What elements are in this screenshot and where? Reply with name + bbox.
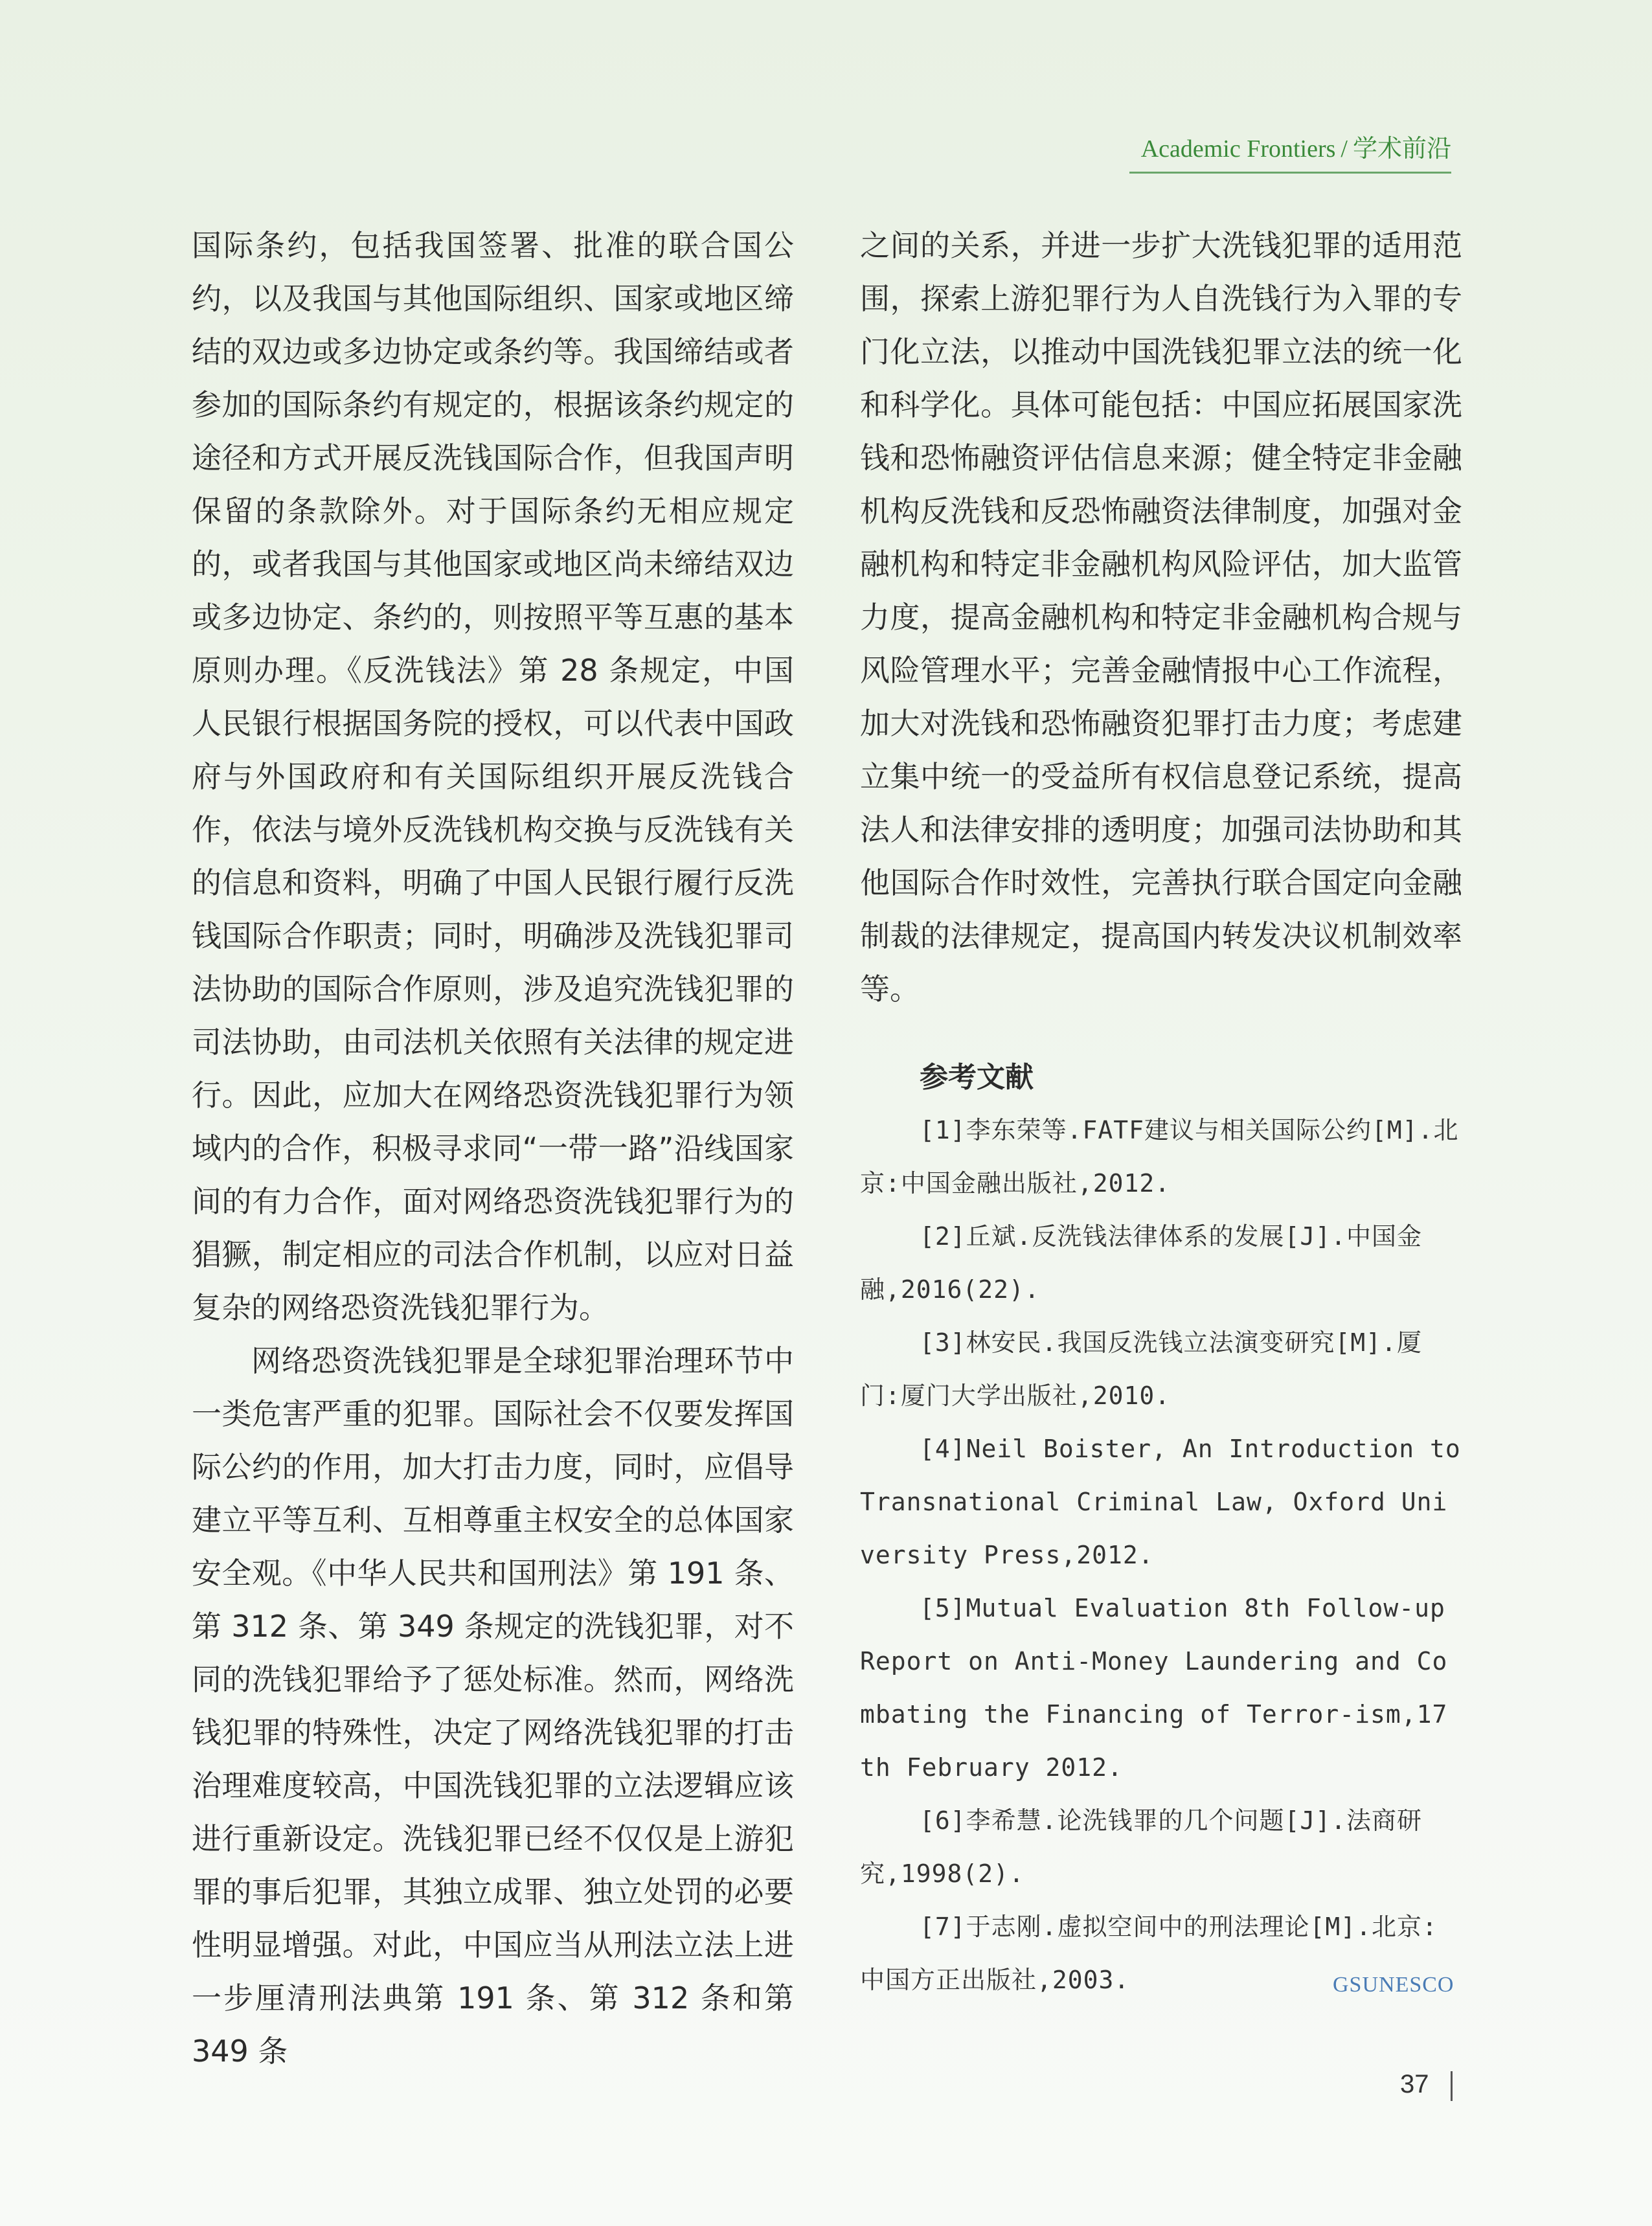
reference-item: [4]Neil Boister, An Introduction to Transnational Criminal Law, Oxford University Press,2012. [860, 1435, 1461, 1569]
page-number: 37 [1400, 2070, 1429, 2098]
references-list [860, 1104, 1462, 2006]
left-column [192, 219, 794, 2078]
header-separator: / [1341, 135, 1348, 163]
paragraph: 网络恐资洗钱犯罪是全球犯罪治理环节中一类危害严重的犯罪。国际社会不仅要发挥国际公约的作用，加大打击力度，同时，应倡导建立平等互利、互相尊重主权安全的总体国家安全观。《中华人民共和国刑法》第 191 条、第 312 条、第 349 条规定的洗钱犯罪，对不同的洗钱犯罪给予了惩处标准。然而，网络洗钱犯罪的特殊性，决定了网络洗钱犯罪的打击治理难度较高，中国洗钱犯罪的立法逻辑应该进行重新设定。洗钱犯罪已经不仅仅是上游犯罪的事后犯罪，其独立成罪、独立处罚的必要性明显增强。对此，中国应当从刑法立法上进一步厘清刑法典第 191 条、第 312 条和第 349 条 [192, 1343, 794, 2069]
paragraph: 之间的关系，并进一步扩大洗钱犯罪的适用范围，探索上游犯罪行为人自洗钱行为入罪的专门化立法，以推动中国洗钱犯罪立法的统一化和科学化。具体可能包括：中国应拓展国家洗钱和恐怖融资评估信息来源；健全特定非金融机构反洗钱和反恐怖融资法律制度，加强对金融机构和特定非金融机构风险评估，加大监管力度，提高金融机构和特定非金融机构合规与风险管理水平；完善金融情报中心工作流程，加大对洗钱和恐怖融资犯罪打击力度；考虑建立集中统一的受益所有权信息登记系统，提高法人和法律安排的透明度；加强司法协助和其他国际合作时效性，完善执行联合国定向金融制裁的法律规定，提高国内转发决议机制效率等。 [860, 228, 1462, 1006]
page-number-divider [1451, 2071, 1453, 2101]
reference-item: [7]于志刚.虚拟空间中的刑法理论[M].北京:中国方正出版社,2003. [860, 1913, 1438, 1994]
running-header [1129, 128, 1451, 174]
header-english: Academic Frontiers [1140, 135, 1336, 163]
right-column [860, 219, 1462, 2006]
reference-item: [6]李希慧.论洗钱罪的几个问题[J].法商研究,1998(2). [860, 1806, 1423, 1888]
publisher-logo: GSUNESCO [1333, 1973, 1454, 1997]
reference-item: [3]林安民.我国反洗钱立法演变研究[M].厦门:厦门大学出版社,2010. [860, 1328, 1423, 1410]
references-heading: 参考文献 [920, 1061, 1034, 1094]
reference-item: [2]丘斌.反洗钱法律体系的发展[J].中国金融,2016(22). [860, 1222, 1423, 1304]
paragraph: 国际条约，包括我国签署、批准的联合国公约，以及我国与其他国际组织、国家或地区缔结的双边或多边协定或条约等。我国缔结或者参加的国际条约有规定的，根据该条约规定的途径和方式开展反洗钱国际合作，但我国声明保留的条款除外。对于国际条约无相应规定的，或者我国与其他国家或地区尚未缔结双边或多边协定、条约的，则按照平等互惠的基本原则办理。《反洗钱法》第 28 条规定，中国人民银行根据国务院的授权，可以代表中国政府与外国政府和有关国际组织开展反洗钱合作，依法与境外反洗钱机构交换与反洗钱有关的信息和资料，明确了中国人民银行履行反洗钱国际合作职责；同时，明确涉及洗钱犯罪司法协助的国际合作原则，涉及追究洗钱犯罪的司法协助，由司法机关依照有关法律的规定进行。因此，应加大在网络恐资洗钱犯罪行为领域内的合作，积极寻求同“一带一路”沿线国家间的有力合作，面对网络恐资洗钱犯罪行为的猖獗，制定相应的司法合作机制，以应对日益复杂的网络恐资洗钱犯罪行为。 [192, 228, 794, 1325]
reference-item: [1]李东荣等.FATF建议与相关国际公约[M].北京:中国金融出版社,2012. [860, 1116, 1459, 1198]
reference-item: [5]Mutual Evaluation 8th Follow-up Report on Anti-Money Laundering and Combating the Financing of Terror-ism,17th February 2012. [860, 1594, 1448, 1782]
header-chinese: 学术前沿 [1352, 134, 1451, 163]
